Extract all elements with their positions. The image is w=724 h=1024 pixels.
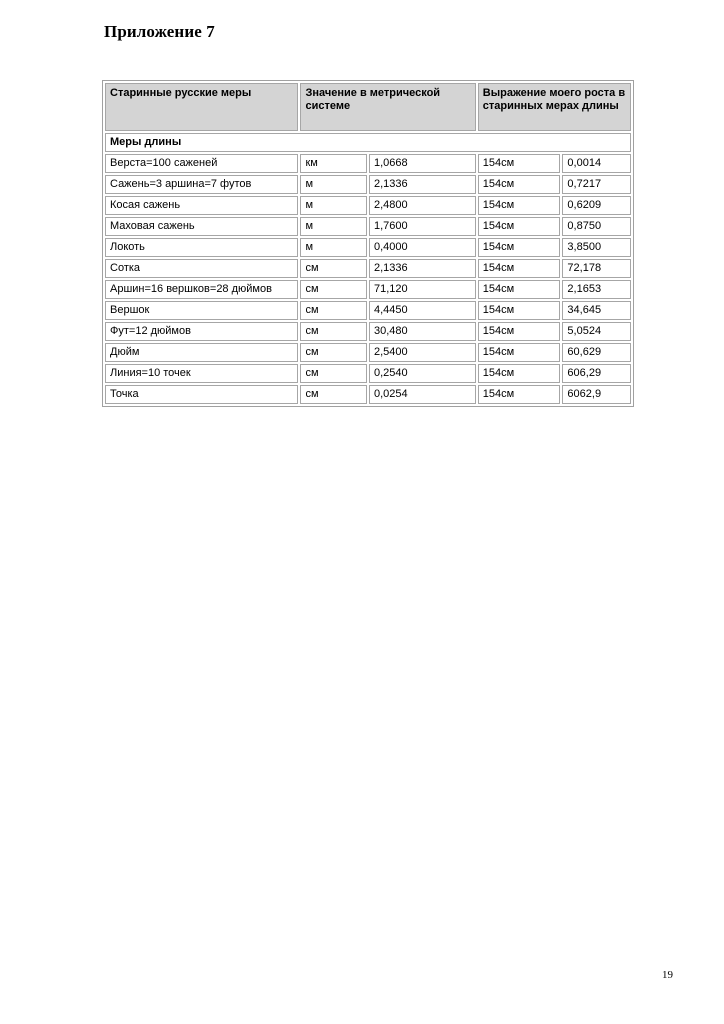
unit-cell: м	[300, 217, 367, 236]
table-row	[105, 280, 631, 299]
unit-cell: м	[300, 238, 367, 257]
unit-cell: см	[300, 280, 367, 299]
result-cell: 0,6209	[562, 196, 631, 215]
height-cell: 154см	[478, 364, 561, 383]
result-cell: 606,29	[562, 364, 631, 383]
height-cell: 154см	[478, 280, 561, 299]
table-row	[105, 196, 631, 215]
header-measure: Старинные русские меры	[105, 83, 298, 131]
measure-name-cell: Сажень=3 аршина=7 футов	[105, 175, 298, 194]
height-cell: 154см	[478, 343, 561, 362]
section-row	[105, 133, 631, 152]
measure-name-cell: Сотка	[105, 259, 298, 278]
result-cell: 6062,9	[562, 385, 631, 404]
height-cell: 154см	[478, 385, 561, 404]
table-row	[105, 343, 631, 362]
metric-value-cell: 0,4000	[369, 238, 476, 257]
table-row	[105, 385, 631, 404]
height-cell: 154см	[478, 196, 561, 215]
measure-name-cell: Косая сажень	[105, 196, 298, 215]
measure-name-cell: Аршин=16 вершков=28 дюймов	[105, 280, 298, 299]
table-row	[105, 238, 631, 257]
measure-name-cell: Точка	[105, 385, 298, 404]
metric-value-cell: 2,4800	[369, 196, 476, 215]
table-row	[105, 175, 631, 194]
unit-cell: см	[300, 385, 367, 404]
table-row	[105, 217, 631, 236]
measure-name-cell: Вершок	[105, 301, 298, 320]
height-cell: 154см	[478, 259, 561, 278]
measure-name-cell: Фут=12 дюймов	[105, 322, 298, 341]
unit-cell: см	[300, 364, 367, 383]
unit-cell: км	[300, 154, 367, 173]
table-row	[105, 259, 631, 278]
height-cell: 154см	[478, 154, 561, 173]
metric-value-cell: 1,7600	[369, 217, 476, 236]
metric-value-cell: 30,480	[369, 322, 476, 341]
metric-value-cell: 2,5400	[369, 343, 476, 362]
measure-name-cell: Локоть	[105, 238, 298, 257]
unit-cell: м	[300, 196, 367, 215]
height-cell: 154см	[478, 301, 561, 320]
metric-value-cell: 71,120	[369, 280, 476, 299]
result-cell: 34,645	[562, 301, 631, 320]
header-my-height: Выражение моего роста в старинных мерах длины	[478, 83, 631, 131]
height-cell: 154см	[478, 217, 561, 236]
table-header-row	[105, 83, 631, 131]
metric-value-cell: 0,2540	[369, 364, 476, 383]
unit-cell: см	[300, 322, 367, 341]
page-title: Приложение 7	[104, 22, 215, 41]
measures-table	[102, 80, 634, 407]
page-number: 19	[662, 969, 673, 981]
measure-name-cell: Верста=100 саженей	[105, 154, 298, 173]
result-cell: 5,0524	[562, 322, 631, 341]
metric-value-cell: 2,1336	[369, 175, 476, 194]
result-cell: 0,8750	[562, 217, 631, 236]
unit-cell: см	[300, 301, 367, 320]
result-cell: 3,8500	[562, 238, 631, 257]
result-cell: 60,629	[562, 343, 631, 362]
unit-cell: см	[300, 343, 367, 362]
table-row	[105, 322, 631, 341]
section-title: Меры длины	[105, 133, 631, 152]
table-row	[105, 364, 631, 383]
header-metric-value: Значение в метрической системе	[300, 83, 475, 131]
measure-name-cell: Дюйм	[105, 343, 298, 362]
table-row	[105, 301, 631, 320]
metric-value-cell: 4,4450	[369, 301, 476, 320]
result-cell: 72,178	[562, 259, 631, 278]
measure-name-cell: Линия=10 точек	[105, 364, 298, 383]
result-cell: 0,0014	[562, 154, 631, 173]
unit-cell: см	[300, 259, 367, 278]
measure-name-cell: Маховая сажень	[105, 217, 298, 236]
height-cell: 154см	[478, 175, 561, 194]
height-cell: 154см	[478, 322, 561, 341]
result-cell: 2,1653	[562, 280, 631, 299]
metric-value-cell: 1,0668	[369, 154, 476, 173]
result-cell: 0,7217	[562, 175, 631, 194]
table-row	[105, 154, 631, 173]
height-cell: 154см	[478, 238, 561, 257]
unit-cell: м	[300, 175, 367, 194]
metric-value-cell: 0,0254	[369, 385, 476, 404]
metric-value-cell: 2,1336	[369, 259, 476, 278]
